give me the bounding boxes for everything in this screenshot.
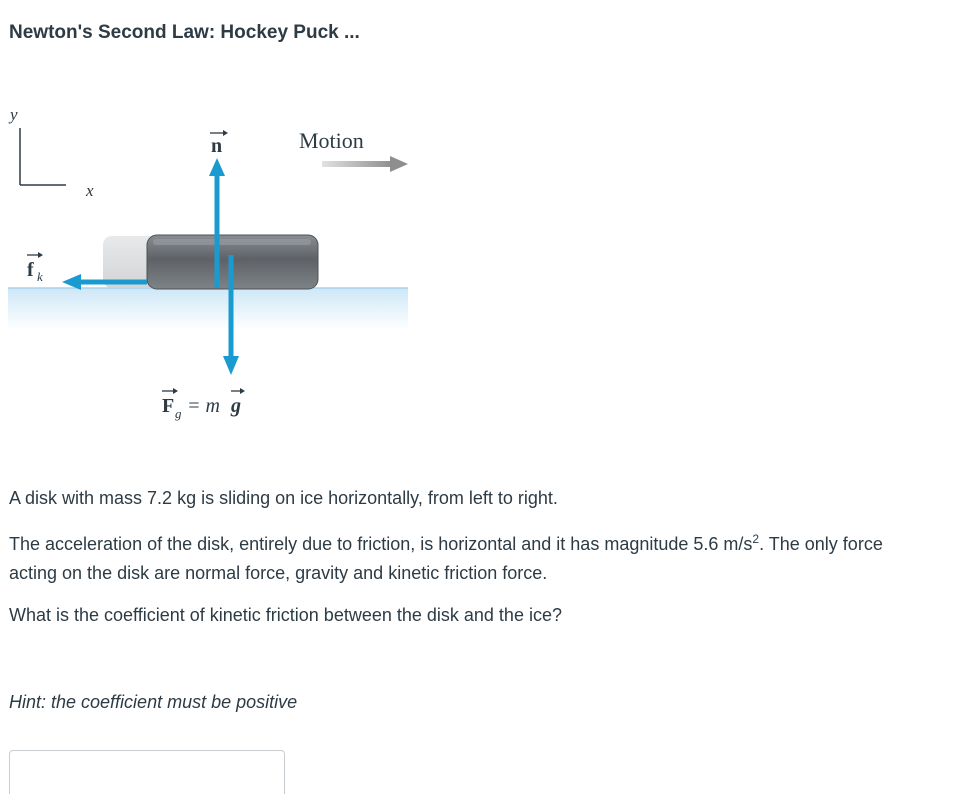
question-line-3: What is the coefficient of kinetic friction between the disk and the ice? (9, 605, 562, 625)
question-line-2: The acceleration of the disk, entirely due to friction, is horizontal and it has magnitude 5.6 $m/s^2$. The only force acting on the disk are normal force, gravity and kinetic friction force. (9, 532, 883, 583)
svg-text:n: n (211, 135, 223, 157)
question-text (9, 483, 971, 642)
question-line-1: A disk with mass 7.2 kg is sliding on ice horizontally, from left to right. (9, 488, 558, 508)
svg-text:g: g (231, 395, 241, 417)
motion-arrow (322, 156, 408, 172)
svg-text:= m: = m (182, 395, 220, 417)
axis-y-label: y (10, 105, 18, 124)
gravity-force-label (162, 388, 245, 421)
axis-indicator (8, 105, 94, 200)
normal-force-label (210, 130, 228, 157)
motion-label: Motion (299, 128, 364, 153)
answer-input[interactable] (9, 750, 285, 794)
question-title: Newton's Second Law: Hockey Puck ... (9, 22, 360, 43)
svg-text:f: f (27, 259, 34, 281)
svg-text:g: g (175, 406, 182, 421)
hint-text: Hint: the coefficient must be positive (9, 692, 298, 712)
svg-text:k: k (37, 269, 43, 284)
friction-force-label (27, 252, 43, 284)
axis-x-label: x (86, 181, 94, 200)
svg-text:F: F (162, 395, 175, 417)
free-body-diagram (0, 100, 420, 440)
ice-surface (8, 288, 408, 330)
